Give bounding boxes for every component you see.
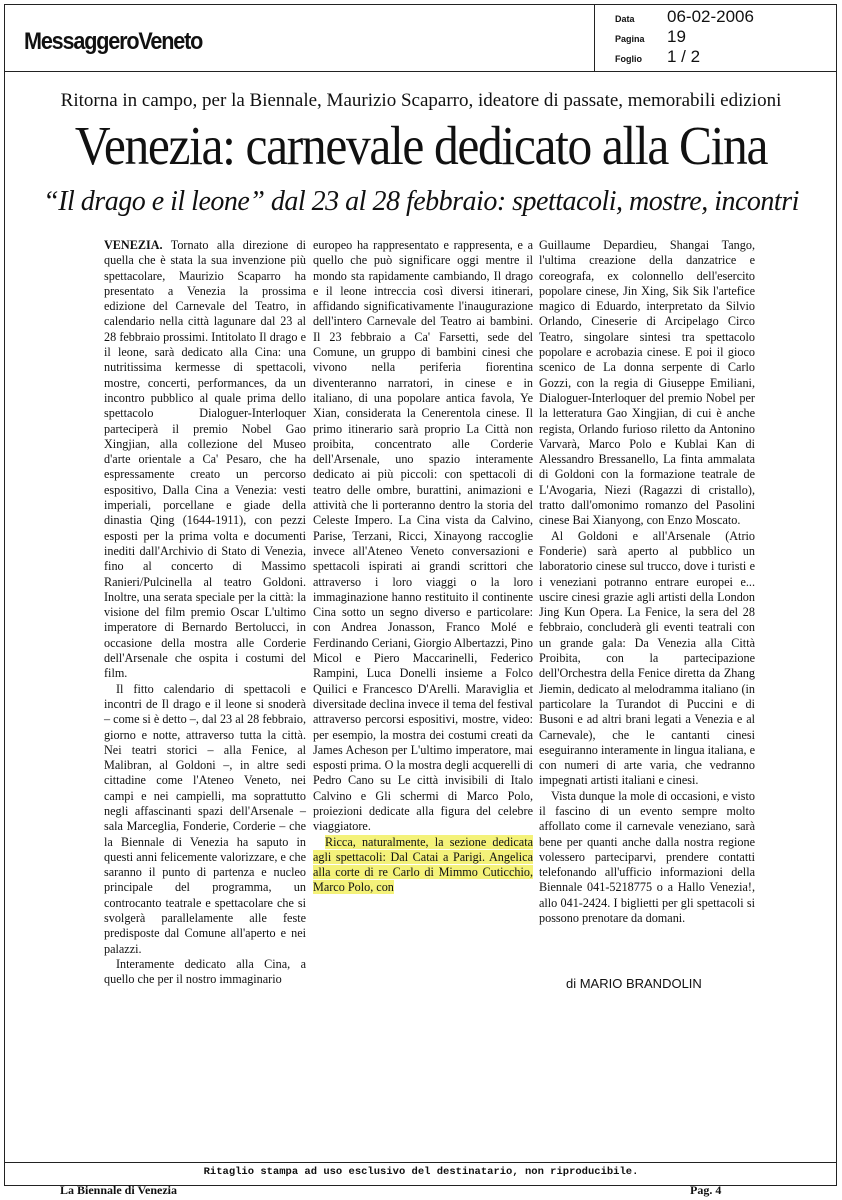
article-column-3 xyxy=(539,238,755,973)
column-3-paragraph: Vista dunque la mole di occasioni, e visto il fascino di un evento sempre molto affollato come il carnevale veneziano, sarà bene per quanti anche dalla nostra regione volessero parteciparvi, prendere contatti telefonando all'ufficio informazioni della Biennale 041-5218775 o a Hallo Venezia!, allo 041-2424. I biglietti per gli spettacoli si possono prenotare da domani. xyxy=(539,788,755,926)
article-headline: Venezia: carnevale dedicato alla Cina xyxy=(74,115,768,176)
article-column-2 xyxy=(313,238,533,944)
highlighted-passage: Ricca, naturalmente, la sezione dedicata agli spettacoli: Dal Catai a Parigi. Angelica alla corte di re Carlo di Mimmo Cuticchio, Marco Polo, con xyxy=(313,834,533,895)
column-1-paragraph: Tornato alla direzione di quella che è stata la sua invenzione più spettacolare, Maurizio Scaparro ha presentato a Venezia la prossima edizione del Carnevale del Teatro, in calendario nella città lagunare dal 23 al 28 febbraio prossimi. Intitolato Il drago e il leone, sarà dedicato alla Cina: una nutritissima kermesse di spettacoli, mostre, concerti, performances, da un incontro pubblico al quale prima dello spettacolo Dialoguer-Interloquer parteciperà il premio Nobel Gao Xingjian, alla collezione del Museo d'arte orientale a Ca' Pesaro, che ha espressamente creato un percorso espositivo, Dalla Cina a Venezia: vesti imperiali, porcellane e giade della dinastia Qing (1644-1911), con pezzi esposti per la prima volta e documenti inediti dall'Archivio di Stato di Venezia, fino al concerto di Massimo Ranieri/Pulcinella al teatro Goldoni. Inoltre, una serata speciale per la città: la visione del film premio Oscar L'ultimo imperatore di Bernardo Bertolucci, in occasione della mostra alle Corderie dell'Arsenale che ospita i costumi del film. xyxy=(104,238,307,681)
footer-source: La Biennale di Venezia xyxy=(60,1183,178,1197)
meta-page-row xyxy=(615,27,686,47)
byline: di MARIO BRANDOLIN xyxy=(566,976,702,991)
meta-date-row xyxy=(615,7,754,27)
masthead-box xyxy=(4,4,595,72)
meta-date-value: 06-02-2006 xyxy=(667,7,754,26)
newspaper-name: MessaggeroVeneto xyxy=(24,28,203,55)
meta-sheet-value: 1 / 2 xyxy=(667,47,701,66)
article-kicker: Ritorna in campo, per la Biennale, Maurizio Scaparro, ideatore di passate, memorabili edizioni xyxy=(60,90,782,111)
meta-page-value: 19 xyxy=(667,27,686,46)
meta-date-label: Data xyxy=(615,14,635,24)
footer-divider xyxy=(4,1162,837,1163)
column-1-paragraph: Il fitto calendario di spettacoli e incontri de Il drago e il leone si snoderà – come si è detto –, dal 23 al 28 febbraio, giorno e notte, attraverso tutta la città. Nei teatri storici – alla Fenice, al Malibran, al Goldoni –, in altre sedi cittadine come l'Ateneo Veneto, nei campi e nei campielli, ma soprattutto negli affascinanti spazi dell'Arsenale – sala Marceglia, Fonderie, Corderie – che la Biennale di Venezia ha saputo in questi anni felicemente valorizzare, e che saranno il punto di partenza e nucleo principale del programma, un controcanto teatrale e spettacolare che si svolgerà parallelamente alle feste predisposte dal Comune all'aperto e nei palazzi. xyxy=(104,681,306,956)
column-3-paragraph: Guillaume Depardieu, Shangai Tango, l'ultima creazione della danzatrice e coreografa, ex colonnello dell'esercito popolare cinese, Jin Xing, Sik Sik l'artefice magico di Eduardo, interpretato da Silvio Orlando, Cineserie di Arcipelago Circo Teatro, singolare sintesi tra spettacolo popolare e acrobazia cinese. E poi il gioco scenico de La donna serpente di Carlo Gozzi, con la regia di Giuseppe Emiliani, Dialoguer-Interloquer del premio Nobel per la letteratura Gao Xingjian, di cui è anche regista, Orlando furioso riletto da Antonino Varvarà, Marco Polo e Kublai Kan di Alessandro Bressanello, La finta ammalata di Goldoni con la formazione teatrale de L'Avogaria, Niezi (Ragazzi di cristallo), tratto dall'omonimo romanzo del Pasolini cinese Bai Xianyong, con Enzo Moscato. xyxy=(539,238,755,528)
dateline: VENEZIA. xyxy=(104,238,163,252)
footer-page: Pag. 4 xyxy=(690,1183,722,1197)
column-3-paragraph: Al Goldoni e all'Arsenale (Atrio Fonderie) sarà aperto al pubblico un laboratorio cinese sul trucco, dove i turisti e i veneziani potranno entrare europei e... uscire cinesi grazie agli artisti della London Jing Kun Opera. La Fenice, la sera del 28 febbraio, concluderà gli eventi teatrali con un grande gala: Da Venezia alla Città Proibita, con la partecipazione dell'Orchestra della Fenice diretta da Zhang Jiemin, dedicato al melodramma italiano (in particolare la Turandot di Puccini e di Busoni e ad altri brani legati a Venezia e al Carnevale), che le cantanti cinesi eseguiranno interamente in lingua italiana, e con numeri di arte varia, che vedranno impegnati artisti italiani e cinesi. xyxy=(539,528,755,788)
meta-box xyxy=(595,4,837,72)
column-2-paragraph: europeo ha rappresentato e rappresenta, e a quello che può significare oggi mentre il mondo sta rapidamente cambiando, Il drago e il leone intreccia così diversi itinerari, affidando significativamente l'inaugurazione dell'intero Carnevale del Teatro ai bambini. Il 23 febbraio a Ca' Farsetti, sede del Comune, un gruppo di bambini cinesi che vivono nella periferia fiorentina diventeranno narratori, in cinese e in italiano, di una popolare antica favola, Ye Xian, considerata la Cenerentola cinese. Il primo itinerario sarà proprio La Città non proibita, concentrato alle Corderie dell'Arsenale, uno spazio interamente dedicato ai più piccoli: con spettacoli di teatro delle ombre, burattini, animazioni e attività che li porteranno dentro la storia del Celeste Impero. La Cina vista da Calvino, Parise, Terzani, Ricci, Xinayong raccoglie invece all'Ateneo Veneto conversazioni e spettacoli ispirati ai grandi scrittori che attraverso i loro viaggi o la loro immaginazione hanno restituito il continente Cina sotto un segno diverso e particolare: con Andrea Jonasson, Franco Molé e Ferdinando Ceriani, Giorgio Albertazzi, Pino Micol e Piero Maccarinelli, Federico Rampini, Luca Donelli insieme a Folco Quilici e Francesco D'Arelli. Maraviglia et diversitade declina invece il tema del festival attraverso percorsi espositivi, mostre, video: per esempio, la mostra dei costumi creati da James Acheson per L'ultimo imperatore, mai esposti prima. O la mostra degli acquerelli di Pedro Cano su Le città invisibili di Italo Calvino e Gli schermi di Marco Polo, proiezioni dedicate alla figura del celebre viaggiatore. xyxy=(313,238,533,834)
meta-sheet-row xyxy=(615,47,700,67)
column-1-paragraph: Interamente dedicato alla Cina, a quello che per il nostro immaginario xyxy=(104,956,306,987)
reproduction-disclaimer: Ritaglio stampa ad uso esclusivo del destinatario, non riproducibile. xyxy=(203,1166,639,1178)
meta-sheet-label: Foglio xyxy=(615,54,642,64)
article-subhead: “Il drago e il leone” dal 23 al 28 febbraio: spettacoli, mostre, incontri xyxy=(43,186,799,217)
article-column-1 xyxy=(104,238,307,987)
meta-page-label: Pagina xyxy=(615,34,645,44)
